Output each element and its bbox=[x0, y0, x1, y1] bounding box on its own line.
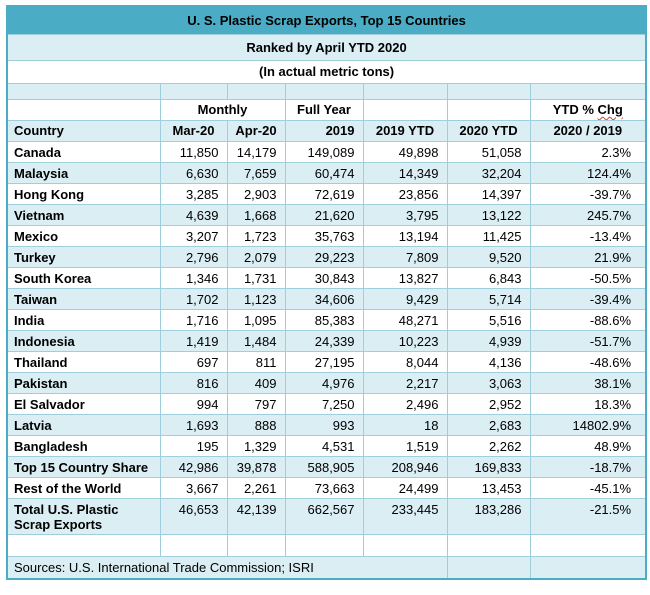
value-cell: 72,619 bbox=[285, 183, 363, 204]
value-cell: 816 bbox=[160, 372, 227, 393]
value-cell: 888 bbox=[227, 414, 285, 435]
pct-change-cell: -13.4% bbox=[530, 225, 646, 246]
value-cell: 2,496 bbox=[363, 393, 447, 414]
country-cell: Bangladesh bbox=[7, 435, 160, 456]
value-cell: 60,474 bbox=[285, 162, 363, 183]
pct-change-cell: 18.3% bbox=[530, 393, 646, 414]
value-cell: 4,136 bbox=[447, 351, 530, 372]
country-cell: Turkey bbox=[7, 246, 160, 267]
table-body bbox=[7, 141, 646, 534]
value-cell: 6,843 bbox=[447, 267, 530, 288]
pct-change-cell: 124.4% bbox=[530, 162, 646, 183]
units-row bbox=[7, 60, 646, 83]
value-cell: 42,986 bbox=[160, 456, 227, 477]
value-cell: 7,659 bbox=[227, 162, 285, 183]
value-cell: 11,850 bbox=[160, 141, 227, 162]
table-row bbox=[7, 309, 646, 330]
pct-change-cell: 21.9% bbox=[530, 246, 646, 267]
country-cell: Total U.S. Plastic Scrap Exports bbox=[7, 498, 160, 534]
value-cell: 2,217 bbox=[363, 372, 447, 393]
value-cell: 1,702 bbox=[160, 288, 227, 309]
column-header-2019-ytd: 2019 YTD bbox=[363, 120, 447, 141]
value-cell: 7,250 bbox=[285, 393, 363, 414]
value-cell: 4,531 bbox=[285, 435, 363, 456]
column-header-country: Country bbox=[7, 120, 160, 141]
table-row bbox=[7, 288, 646, 309]
exports-table bbox=[6, 5, 647, 580]
value-cell: 183,286 bbox=[447, 498, 530, 534]
value-cell: 994 bbox=[160, 393, 227, 414]
value-cell: 697 bbox=[160, 351, 227, 372]
value-cell: 1,693 bbox=[160, 414, 227, 435]
value-cell: 29,223 bbox=[285, 246, 363, 267]
value-cell: 1,329 bbox=[227, 435, 285, 456]
value-cell: 32,204 bbox=[447, 162, 530, 183]
table-row bbox=[7, 414, 646, 435]
pct-change-cell: -18.7% bbox=[530, 456, 646, 477]
table-row bbox=[7, 183, 646, 204]
value-cell: 4,639 bbox=[160, 204, 227, 225]
value-cell: 9,520 bbox=[447, 246, 530, 267]
value-cell: 3,667 bbox=[160, 477, 227, 498]
value-cell: 13,194 bbox=[363, 225, 447, 246]
pct-change-cell: 245.7% bbox=[530, 204, 646, 225]
country-cell: Mexico bbox=[7, 225, 160, 246]
pct-change-cell: 2.3% bbox=[530, 141, 646, 162]
value-cell: 1,519 bbox=[363, 435, 447, 456]
value-cell: 27,195 bbox=[285, 351, 363, 372]
value-cell: 2,952 bbox=[447, 393, 530, 414]
value-cell: 3,795 bbox=[363, 204, 447, 225]
group-empty-cell bbox=[363, 99, 447, 120]
ytd-chg-misspelled-word: Chg bbox=[597, 102, 623, 117]
value-cell: 3,207 bbox=[160, 225, 227, 246]
spacer-cell bbox=[363, 83, 447, 99]
value-cell: 4,976 bbox=[285, 372, 363, 393]
column-header-2020-ytd: 2020 YTD bbox=[447, 120, 530, 141]
value-cell: 14,349 bbox=[363, 162, 447, 183]
table-row bbox=[7, 351, 646, 372]
value-cell: 39,878 bbox=[227, 456, 285, 477]
country-cell: Thailand bbox=[7, 351, 160, 372]
value-cell: 3,285 bbox=[160, 183, 227, 204]
column-header-apr20: Apr-20 bbox=[227, 120, 285, 141]
table-row bbox=[7, 225, 646, 246]
table-row bbox=[7, 162, 646, 183]
subtitle-row bbox=[7, 34, 646, 60]
value-cell: 24,499 bbox=[363, 477, 447, 498]
table-row bbox=[7, 372, 646, 393]
value-cell: 1,484 bbox=[227, 330, 285, 351]
value-cell: 1,731 bbox=[227, 267, 285, 288]
spacer-cell bbox=[285, 83, 363, 99]
value-cell: 2,261 bbox=[227, 477, 285, 498]
value-cell: 1,346 bbox=[160, 267, 227, 288]
value-cell: 169,833 bbox=[447, 456, 530, 477]
value-cell: 195 bbox=[160, 435, 227, 456]
value-cell: 49,898 bbox=[363, 141, 447, 162]
value-cell: 11,425 bbox=[447, 225, 530, 246]
sources-row bbox=[7, 556, 646, 579]
empty-row bbox=[7, 534, 646, 556]
pct-change-cell: -39.7% bbox=[530, 183, 646, 204]
pct-change-cell: -21.5% bbox=[530, 498, 646, 534]
value-cell: 10,223 bbox=[363, 330, 447, 351]
spacer-cell bbox=[447, 83, 530, 99]
country-cell: Rest of the World bbox=[7, 477, 160, 498]
table-row bbox=[7, 204, 646, 225]
table-row bbox=[7, 477, 646, 498]
column-header-pct-chg: 2020 / 2019 bbox=[530, 120, 646, 141]
country-cell: India bbox=[7, 309, 160, 330]
table-header-section bbox=[7, 6, 646, 141]
ytd-chg-prefix: YTD % bbox=[552, 102, 594, 117]
pct-change-cell: 48.9% bbox=[530, 435, 646, 456]
table-row bbox=[7, 435, 646, 456]
value-cell: 2,079 bbox=[227, 246, 285, 267]
country-cell: Hong Kong bbox=[7, 183, 160, 204]
country-cell: Indonesia bbox=[7, 330, 160, 351]
value-cell: 42,139 bbox=[227, 498, 285, 534]
value-cell: 3,063 bbox=[447, 372, 530, 393]
table-footer-section bbox=[7, 534, 646, 579]
column-header-2019: 2019 bbox=[285, 120, 363, 141]
value-cell: 13,122 bbox=[447, 204, 530, 225]
value-cell: 23,856 bbox=[363, 183, 447, 204]
group-monthly-label: Monthly bbox=[160, 99, 285, 120]
value-cell: 1,123 bbox=[227, 288, 285, 309]
table-row bbox=[7, 498, 646, 534]
value-cell: 149,089 bbox=[285, 141, 363, 162]
empty-cell bbox=[447, 534, 530, 556]
value-cell: 5,516 bbox=[447, 309, 530, 330]
pct-change-cell: 14802.9% bbox=[530, 414, 646, 435]
value-cell: 993 bbox=[285, 414, 363, 435]
value-cell: 811 bbox=[227, 351, 285, 372]
country-cell: Vietnam bbox=[7, 204, 160, 225]
spacer-row bbox=[7, 83, 646, 99]
value-cell: 18 bbox=[363, 414, 447, 435]
empty-cell bbox=[285, 534, 363, 556]
group-empty-cell bbox=[447, 99, 530, 120]
spacer-cell bbox=[160, 83, 227, 99]
value-cell: 2,796 bbox=[160, 246, 227, 267]
country-cell: Malaysia bbox=[7, 162, 160, 183]
value-cell: 1,419 bbox=[160, 330, 227, 351]
value-cell: 8,044 bbox=[363, 351, 447, 372]
title-row bbox=[7, 6, 646, 34]
value-cell: 73,663 bbox=[285, 477, 363, 498]
spacer-cell bbox=[227, 83, 285, 99]
value-cell: 1,723 bbox=[227, 225, 285, 246]
table-row bbox=[7, 246, 646, 267]
value-cell: 208,946 bbox=[363, 456, 447, 477]
value-cell: 1,668 bbox=[227, 204, 285, 225]
empty-cell bbox=[160, 534, 227, 556]
spacer-cell bbox=[530, 83, 646, 99]
empty-cell bbox=[530, 534, 646, 556]
country-cell: Top 15 Country Share bbox=[7, 456, 160, 477]
table-row bbox=[7, 456, 646, 477]
pct-change-cell: -50.5% bbox=[530, 267, 646, 288]
country-cell: Taiwan bbox=[7, 288, 160, 309]
value-cell: 30,843 bbox=[285, 267, 363, 288]
table-row bbox=[7, 267, 646, 288]
value-cell: 14,397 bbox=[447, 183, 530, 204]
empty-cell bbox=[363, 534, 447, 556]
pct-change-cell: -88.6% bbox=[530, 309, 646, 330]
value-cell: 21,620 bbox=[285, 204, 363, 225]
value-cell: 409 bbox=[227, 372, 285, 393]
sources-note: Sources: U.S. International Trade Commission; ISRI bbox=[7, 556, 447, 579]
value-cell: 13,827 bbox=[363, 267, 447, 288]
value-cell: 1,095 bbox=[227, 309, 285, 330]
country-cell: El Salvador bbox=[7, 393, 160, 414]
units-note: (In actual metric tons) bbox=[7, 60, 646, 83]
value-cell: 588,905 bbox=[285, 456, 363, 477]
country-cell: Canada bbox=[7, 141, 160, 162]
value-cell: 7,809 bbox=[363, 246, 447, 267]
value-cell: 35,763 bbox=[285, 225, 363, 246]
subtitle: Ranked by April YTD 2020 bbox=[7, 34, 646, 60]
column-header-mar20: Mar-20 bbox=[160, 120, 227, 141]
empty-cell bbox=[7, 534, 160, 556]
value-cell: 46,653 bbox=[160, 498, 227, 534]
value-cell: 6,630 bbox=[160, 162, 227, 183]
value-cell: 34,606 bbox=[285, 288, 363, 309]
value-cell: 233,445 bbox=[363, 498, 447, 534]
value-cell: 2,903 bbox=[227, 183, 285, 204]
country-cell: Pakistan bbox=[7, 372, 160, 393]
country-cell: South Korea bbox=[7, 267, 160, 288]
value-cell: 48,271 bbox=[363, 309, 447, 330]
value-cell: 9,429 bbox=[363, 288, 447, 309]
pct-change-cell: 38.1% bbox=[530, 372, 646, 393]
value-cell: 4,939 bbox=[447, 330, 530, 351]
value-cell: 13,453 bbox=[447, 477, 530, 498]
group-empty-cell bbox=[7, 99, 160, 120]
sources-empty-cell bbox=[530, 556, 646, 579]
value-cell: 14,179 bbox=[227, 141, 285, 162]
table-row bbox=[7, 330, 646, 351]
value-cell: 1,716 bbox=[160, 309, 227, 330]
empty-cell bbox=[227, 534, 285, 556]
value-cell: 2,683 bbox=[447, 414, 530, 435]
table-row bbox=[7, 141, 646, 162]
pct-change-cell: -45.1% bbox=[530, 477, 646, 498]
page-title: U. S. Plastic Scrap Exports, Top 15 Countries bbox=[7, 6, 646, 34]
value-cell: 24,339 bbox=[285, 330, 363, 351]
group-ytd-chg-label bbox=[530, 99, 646, 120]
value-cell: 51,058 bbox=[447, 141, 530, 162]
pct-change-cell: -48.6% bbox=[530, 351, 646, 372]
country-cell: Latvia bbox=[7, 414, 160, 435]
value-cell: 5,714 bbox=[447, 288, 530, 309]
value-cell: 2,262 bbox=[447, 435, 530, 456]
value-cell: 797 bbox=[227, 393, 285, 414]
pct-change-cell: -39.4% bbox=[530, 288, 646, 309]
value-cell: 662,567 bbox=[285, 498, 363, 534]
pct-change-cell: -51.7% bbox=[530, 330, 646, 351]
sources-empty-cell bbox=[447, 556, 530, 579]
column-header-row bbox=[7, 120, 646, 141]
value-cell: 85,383 bbox=[285, 309, 363, 330]
spacer-cell bbox=[7, 83, 160, 99]
group-header-row bbox=[7, 99, 646, 120]
group-full-year-label: Full Year bbox=[285, 99, 363, 120]
table-row bbox=[7, 393, 646, 414]
